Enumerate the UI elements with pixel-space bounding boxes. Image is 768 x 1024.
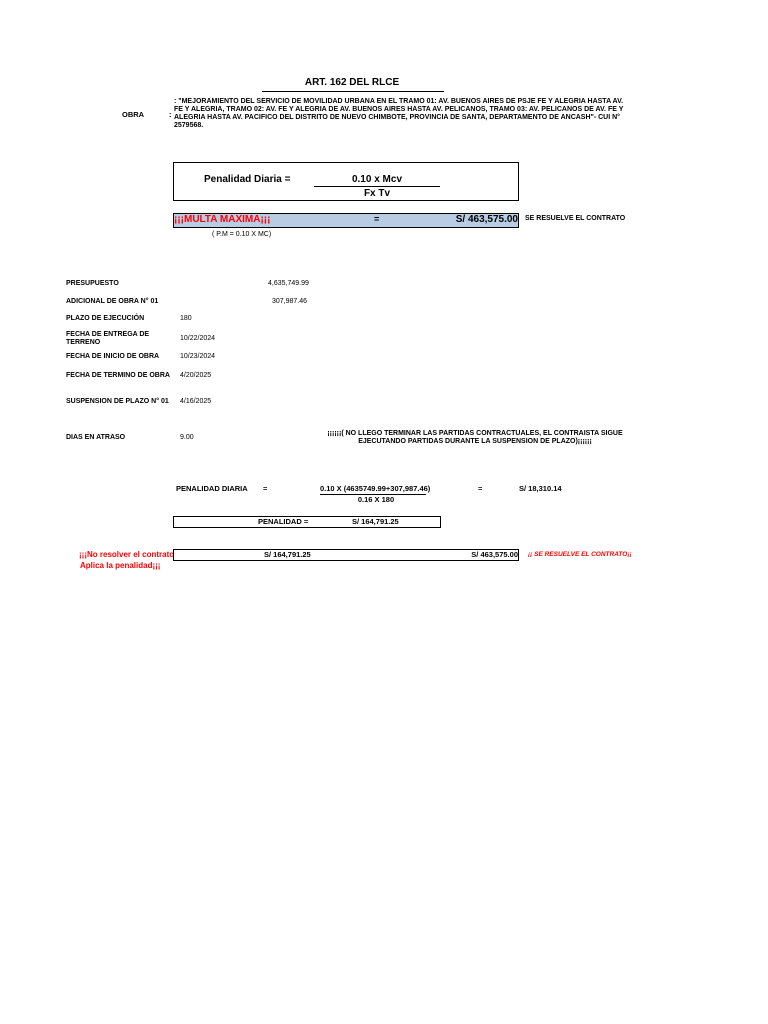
multa-equals: =	[374, 214, 380, 224]
penalidad-label: PENALIDAD =	[258, 517, 309, 526]
penalidad-diaria-label: PENALIDAD DIARIA	[176, 484, 248, 493]
plazo-label: PLAZO DE EJECUCIÓN	[66, 315, 145, 322]
inicio-value: 10/23/2024	[180, 353, 216, 360]
multa-maxima-label: ¡¡¡MULTA MAXIMA¡¡¡	[174, 214, 271, 225]
formula-label: Penalidad Diaria =	[204, 174, 291, 185]
termino-value: 4/20/2025	[180, 372, 212, 379]
suspension-value: 4/16/2025	[180, 398, 212, 405]
formula-numerator: 0.10 x Mcv	[351, 174, 403, 185]
adicional-label: ADICIONAL DE OBRA N° 01	[66, 298, 159, 305]
formula-fraction-line	[314, 186, 440, 187]
obra-label: OBRA	[122, 110, 145, 119]
penalidad-diaria-equals: =	[263, 484, 268, 493]
page-title: ART. 162 DEL RLCE	[304, 77, 400, 88]
penalidad-diaria-result: S/ 18,310.14	[519, 484, 562, 493]
entrega-label: FECHA DE ENTREGA DE TERRENO	[66, 331, 150, 346]
plazo-value: 180	[180, 315, 192, 322]
atraso-note: ¡¡¡¡¡¡( NO LLEGO TERMINAR LAS PARTIDAS CONTRACTUALES, EL CONTRAISTA SIGUE EJECUTANDO PARTIDAS DURANTE LA SUSPENSION DE PLAZO)¡¡¡¡¡¡	[327, 430, 623, 445]
no-resolver-label: ¡¡¡No resolver el contrato	[79, 550, 175, 559]
aplica-penalidad-label: Aplica la penalidad¡¡¡	[80, 561, 161, 570]
entrega-value: 10/22/2024	[180, 335, 216, 342]
comparacion-multa-value: S/ 463,575.00	[471, 550, 518, 559]
atraso-value: 9.00	[180, 434, 194, 441]
multa-maxima-value: S/ 463,575.00	[455, 214, 518, 225]
penalidad-value: S/ 164,791.25	[352, 517, 399, 526]
pm-note: ( P.M = 0.10 X MC)	[212, 231, 272, 238]
suspension-label: SUSPENSION DE PLAZO N° 01	[66, 398, 169, 405]
termino-label: FECHA DE TERMINO DE OBRA	[66, 372, 170, 379]
presupuesto-value: 4,635,749.99	[268, 280, 309, 287]
formula-denominator: Fx Tv	[363, 188, 391, 199]
penalidad-diaria-numerator: 0.10 X (4635749.99+307,987.46)	[320, 484, 431, 493]
presupuesto-label: PRESUPUESTO	[66, 280, 119, 287]
obra-description: : "MEJORAMIENTO DEL SERVICIO DE MOVILIDAD URBANA EN EL TRAMO 01: AV. BUENOS AIRES DE PSJE FE Y ALEGRIA HASTA AV. FE Y ALEGRIA, TRAMO 02: AV. FE Y ALEGRIA DE AV. BUENOS AIRES HASTA AV. PELICANOS, TRAMO 03: AV. PELICANOS DE AV. FE Y ALEGRIA HASTA AV. PACIFICO DEL DISTRITO DE NUEVO CHIMBOTE, PROVINCIA DE SANTA, DEPARTAMENTO DE ANCASH"- CUI N° 2579568.	[174, 98, 624, 129]
penalidad-diaria-denominator: 0.16 X 180	[357, 495, 395, 504]
inicio-label: FECHA DE INICIO DE OBRA	[66, 353, 160, 360]
adicional-value: 307,987.46	[272, 298, 308, 305]
atraso-label: DIAS EN ATRASO	[66, 434, 126, 441]
comparacion-penalidad-value: S/ 164,791.25	[264, 550, 311, 559]
obra-colon: :	[169, 110, 172, 119]
title-underline	[262, 91, 444, 92]
penalidad-diaria-equals-result: =	[478, 484, 483, 493]
comparacion-note: ¡¡ SE RESUELVE EL CONTRATO¡¡	[528, 551, 632, 558]
se-resuelve-note: SE RESUELVE EL CONTRATO	[525, 215, 626, 222]
